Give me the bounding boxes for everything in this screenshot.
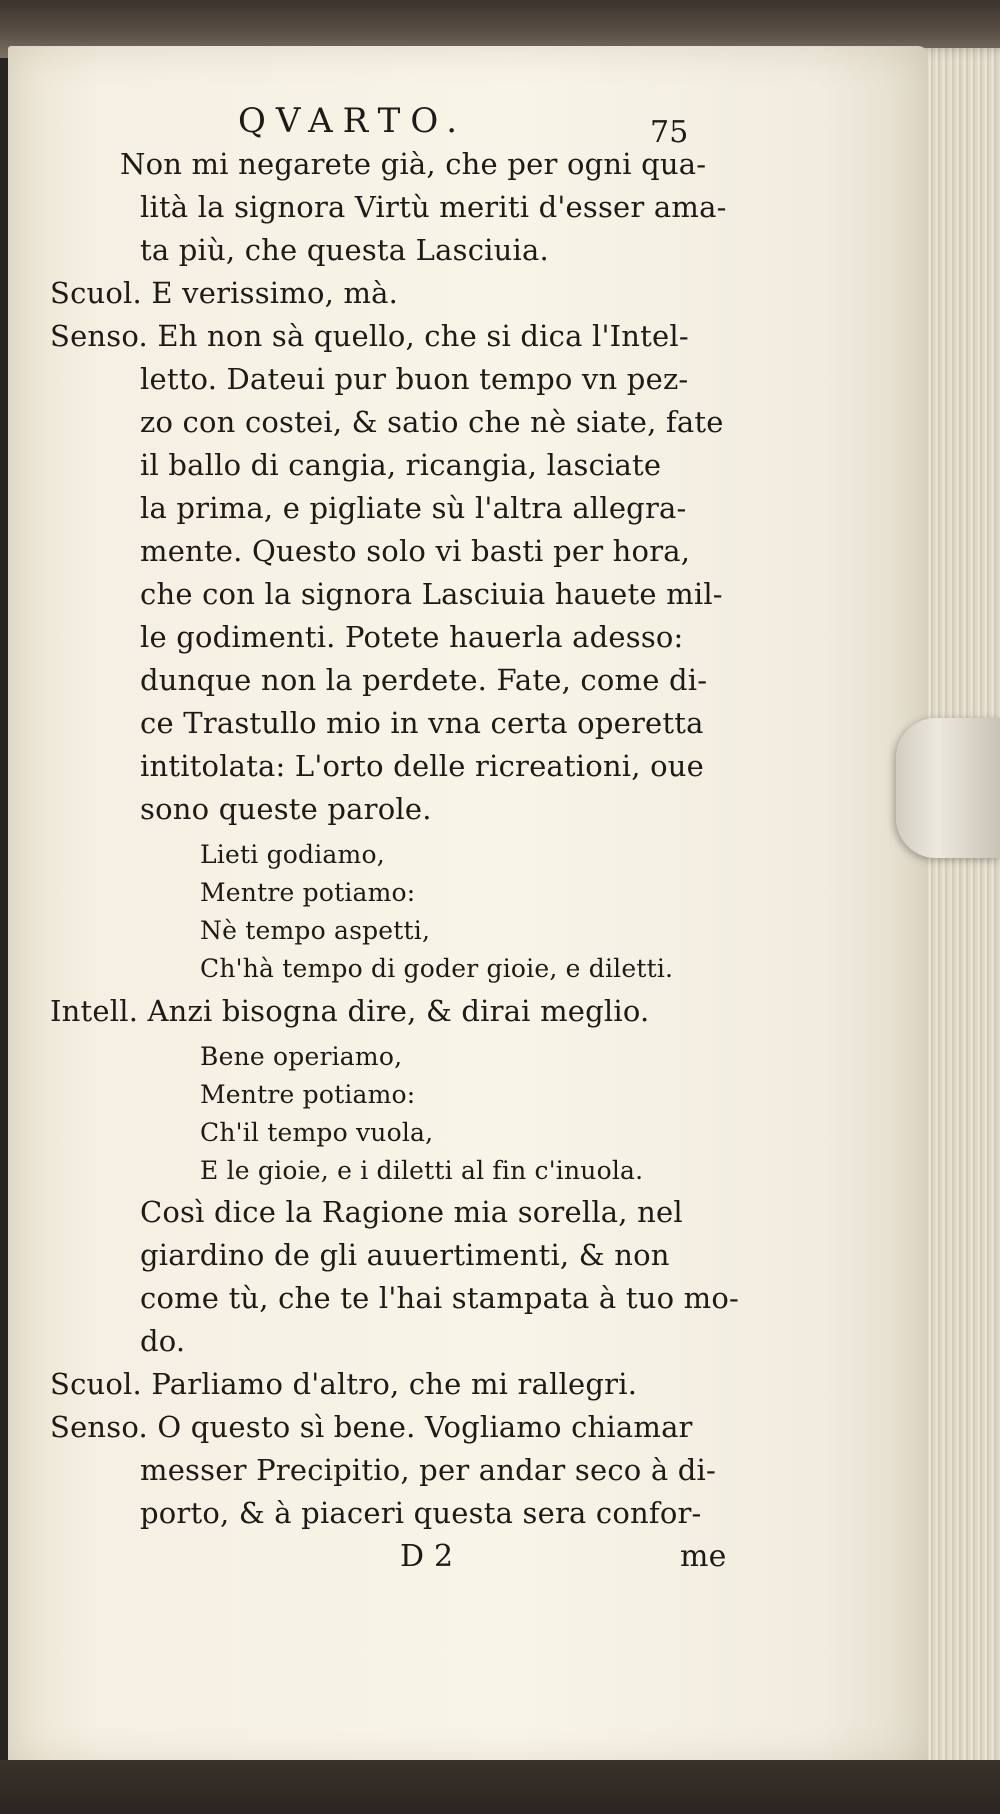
text-line: intitolata: L'orto delle ricreationi, oue [140, 749, 705, 783]
text-line: zo con costei, & satio che nè siate, fate [140, 405, 724, 439]
text-line: Intell. Anzi bisogna dire, & dirai meglio. [50, 994, 650, 1028]
verse-line: E le gioie, e i diletti al fin c'inuola. [200, 1156, 644, 1185]
text-line: messer Precipitio, per andar seco à di- [140, 1453, 717, 1487]
text-line: sono queste parole. [140, 792, 432, 826]
text-line: che con la signora Lasciuia hauete mil- [140, 577, 723, 611]
text-line: Senso. O questo sì bene. Vogliamo chiamar [50, 1410, 693, 1444]
text-line: giardino de gli auuertimenti, & non [140, 1238, 670, 1272]
text-line: Così dice la Ragione mia sorella, nel [140, 1195, 683, 1229]
running-head-title: QVARTO. [238, 101, 468, 141]
text-line: ta più, che questa Lasciuia. [140, 233, 549, 267]
verse-line: Mentre potiamo: [200, 1080, 416, 1109]
verse-line: Ch'il tempo vuola, [200, 1118, 434, 1147]
text-line: come tù, che te l'hai stampata à tuo mo- [140, 1281, 740, 1315]
verse-line: Mentre potiamo: [200, 878, 416, 907]
text-line: letto. Dateui pur buon tempo vn pez- [140, 362, 689, 396]
text-line: Senso. Eh non sà quello, che si dica l'Intel- [50, 319, 689, 353]
text-line: le godimenti. Potete hauerla adesso: [140, 620, 684, 654]
text-line: mente. Questo solo vi basti per hora, [140, 534, 691, 568]
verse-line: Ch'hà tempo di goder gioie, e diletti. [200, 954, 674, 983]
text-line: Non mi negarete già, che per ogni qua- [120, 147, 707, 181]
text-line: il ballo di cangia, ricangia, lasciate [140, 448, 662, 482]
verse-line: Nè tempo aspetti, [200, 916, 431, 945]
text-line: la prima, e pigliate sù l'altra allegra- [140, 491, 687, 525]
text-line: ce Trastullo mio in vna certa operetta [140, 706, 704, 740]
page-number: 75 [650, 115, 689, 150]
verse-line: Bene operiamo, [200, 1042, 403, 1071]
text-line: lità la signora Virtù meriti d'esser ama- [140, 190, 727, 224]
text-line: Scuol. E verissimo, mà. [50, 276, 399, 310]
text-line: Scuol. Parliamo d'altro, che mi rallegri. [50, 1367, 638, 1401]
verse-line: Lieti godiamo, [200, 840, 385, 869]
text-line: dunque non la perdete. Fate, come di- [140, 663, 708, 697]
text-line: do. [140, 1324, 186, 1358]
catchword: me [680, 1539, 727, 1574]
text-line: porto, & à piaceri questa sera confor- [140, 1496, 702, 1530]
signature-mark: D 2 [400, 1539, 454, 1574]
